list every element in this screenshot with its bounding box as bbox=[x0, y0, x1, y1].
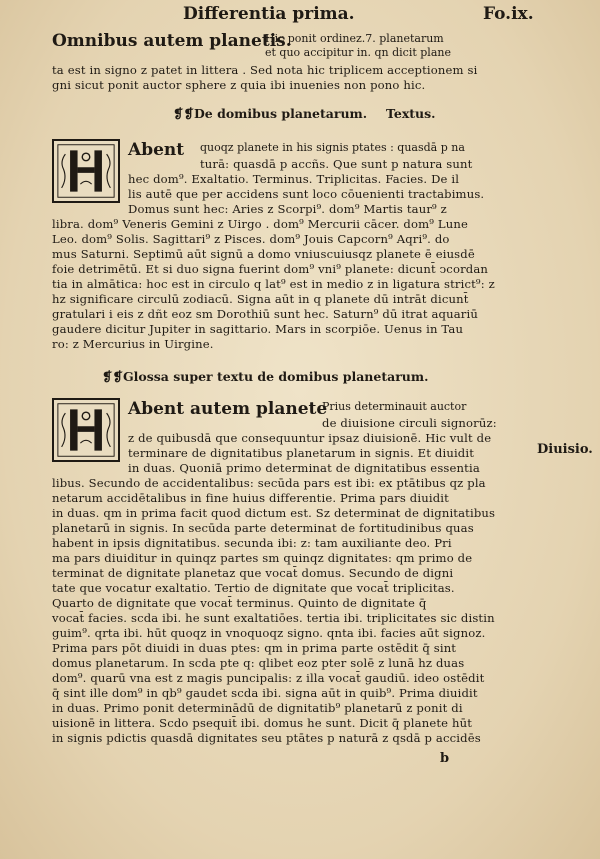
section1-line: libra. dom⁹ Veneris Gemini z Uirgo . dom⁹ Mercurii cācer. dom⁹ Lune bbox=[52, 217, 469, 231]
section2-lead-rest: Prius determinauit auctor bbox=[322, 400, 467, 413]
intro-lead-line bbox=[52, 31, 292, 51]
section2-line: q̄ sint ille dom⁹ in qb⁹ gaudet scda ibi. signa aūt in quib⁹. Prima diuidit bbox=[52, 686, 478, 700]
section1-beside-line: Domus sunt hec: Aries z Scorpi⁹. dom⁹ Martis taur⁹ z bbox=[128, 202, 447, 216]
decorated-initial-h-icon bbox=[52, 398, 120, 462]
intro-line: ta est in signo z patet in littera . Sed nota hic triplicem acceptionem si bbox=[52, 63, 478, 77]
section2-line: vocat̄ facies. scda ibi. he sunt exaltatiōes. tertia ibi. triplicitates sic distin bbox=[52, 611, 495, 625]
section2-line: terminat de dignitate planetaz que vocat̄ domus. Secundo de digni bbox=[52, 566, 454, 580]
section1-line: Leo. dom⁹ Solis. Sagittari⁹ z Pisces. dom⁹ Jouis Capcorn⁹ Aqri⁹. do bbox=[52, 232, 450, 246]
section2-line: habent in ipsis dignitatibus. secunda ibi: z: tam auxiliante deo. Pri bbox=[52, 536, 452, 550]
section1-line: foie detrimētū. Et si duo signa fuerint dom⁹ vni⁹ planete: dicunt̄ ↄcordan bbox=[52, 262, 489, 276]
section1-beside-line: lis autē que per accidens sunt loco cōuenienti tractabimus. bbox=[128, 187, 485, 201]
section2-line: in duas. Primo ponit determinādū de dignitatib⁹ planetarū z ponit di bbox=[52, 701, 463, 715]
intro-line-2: et quo accipitur in. qn dicit plane bbox=[265, 46, 451, 59]
paragraph-mark-icon: ❡❡ bbox=[173, 106, 194, 121]
section2-lead-line bbox=[128, 399, 328, 419]
section-label-textus: Textus. bbox=[386, 106, 436, 121]
section2-line: libus. Secundo de accidentalibus: secūda pars est ibi: ex ptātibus qz pla bbox=[52, 476, 486, 490]
section2-beside-line: z de quibusdā que consequuntur ipsaz diuisionē. Hic vult de bbox=[128, 431, 492, 445]
section1-lead-line bbox=[128, 140, 185, 160]
initial-h-graphic bbox=[54, 141, 118, 201]
intro-line: gni sicut ponit auctor sphere z quia ibi inuenies non pono hic. bbox=[52, 78, 426, 92]
section1-beside-line: hec dom⁹. Exaltatio. Terminus. Triplicitas. Facies. De il bbox=[128, 172, 460, 186]
section-heading: ❡❡De domibus planetarum. bbox=[173, 106, 368, 121]
section2-line: domus planetarum. In scda pte q: qlibet eoz pter solē z lunā hz duas bbox=[52, 656, 465, 670]
section2-line: guim⁹. qrta ibi. hūt quoqz in vnoquoqz signo. qnta ibi. facies aūt signoz. bbox=[52, 626, 486, 640]
intro-lead: Omnibus autem planetis. bbox=[52, 31, 292, 51]
section2-lead: Abent autem planete bbox=[128, 399, 328, 419]
running-head: Differentia prima. bbox=[183, 4, 355, 24]
section2-line: ma pars diuiditur in quinqz partes sm quinqz dignitates: qm primo de bbox=[52, 551, 473, 565]
section1-line: ro: z Mercurius in Uirgine. bbox=[52, 337, 214, 351]
signature-mark: b bbox=[440, 751, 450, 766]
section1-lead: Abent bbox=[128, 140, 185, 160]
glossa-heading: ❡❡Glossa super textu de domibus planetarum. bbox=[102, 369, 429, 384]
section1-line: mus Saturni. Septimū aūt signū a domo vniuscuiusqz planete ē eiusdē bbox=[52, 247, 475, 261]
section2-beside-line: in duas. Quoniā primo determinat de dignitatibus essentia bbox=[128, 461, 480, 475]
section1-line: tia in almātica: hoc est in circulo q lat⁹ est in medio z in ligatura strict⁹: z bbox=[52, 277, 495, 291]
section2-line: uisionē in littera. Scdo psequit̄ ibi. domus he sunt. Dicit q̄ planete hūt bbox=[52, 716, 473, 730]
paragraph-mark-icon: ❡❡ bbox=[102, 369, 123, 384]
section2-line: netarum accidētalibus in fine huius differentie. Prima pars diuidit bbox=[52, 491, 449, 505]
section2-line-2: de diuisione circuli signorūz: bbox=[322, 416, 497, 430]
section1-line: hz significare circulū zodiacū. Signa aūt in q planete dū intrāt dicunt̄ bbox=[52, 292, 469, 306]
section1-lead-rest: quoqz planete in his signis ptates : quasdā p na bbox=[200, 141, 465, 154]
section1-line: gaudere dicitur Jupiter in sagittario. Mars in scorpiōe. Uenus in Tau bbox=[52, 322, 464, 336]
decorated-initial-h-icon bbox=[52, 139, 120, 203]
section2-line: in duas. qm in prima facit quod dictum est. Sz determinat de dignitatibus bbox=[52, 506, 496, 520]
section2-line: in signis pdictis quasdā dignitates seu ptātes p naturā z qsdā p accidēs bbox=[52, 731, 481, 745]
section2-beside-line: terminare de dignitatibus planetarum in signis. Et diuidit bbox=[128, 446, 475, 460]
folio-number: Fo.ix. bbox=[483, 4, 534, 24]
section1-line-2: turā: quasdā p accñs. Que sunt p natura sunt bbox=[200, 157, 473, 171]
section1-line: gratulari i eis z dñt eoz sm Dorothiū sunt hec. Saturn⁹ dū itrat aquariū bbox=[52, 307, 478, 321]
section2-line: tate que vocatur exaltatio. Tertio de dignitate que vocat̄ triplicitas. bbox=[52, 581, 455, 595]
section2-line: Quarto de dignitate que vocat̄ terminus. Quinto de dignitate q̄ bbox=[52, 596, 427, 610]
section2-line: Prima pars pōt diuidi in duas ptes: qm in prima parte ostēdit q̄ sint bbox=[52, 641, 457, 655]
section2-line: planetarū in signis. In secūda parte determinat de fortitudinibus quas bbox=[52, 521, 474, 535]
margin-note-divisio: Diuisio. bbox=[537, 442, 593, 457]
section2-line: dom⁹. quarū vna est z magis puncipalis: z illa vocat̄ gaudiū. ideo ostēdit bbox=[52, 671, 485, 685]
initial-h-graphic bbox=[54, 400, 118, 460]
intro-lead-rest: Hic ponit ordinez.7. planetarum bbox=[265, 32, 444, 45]
